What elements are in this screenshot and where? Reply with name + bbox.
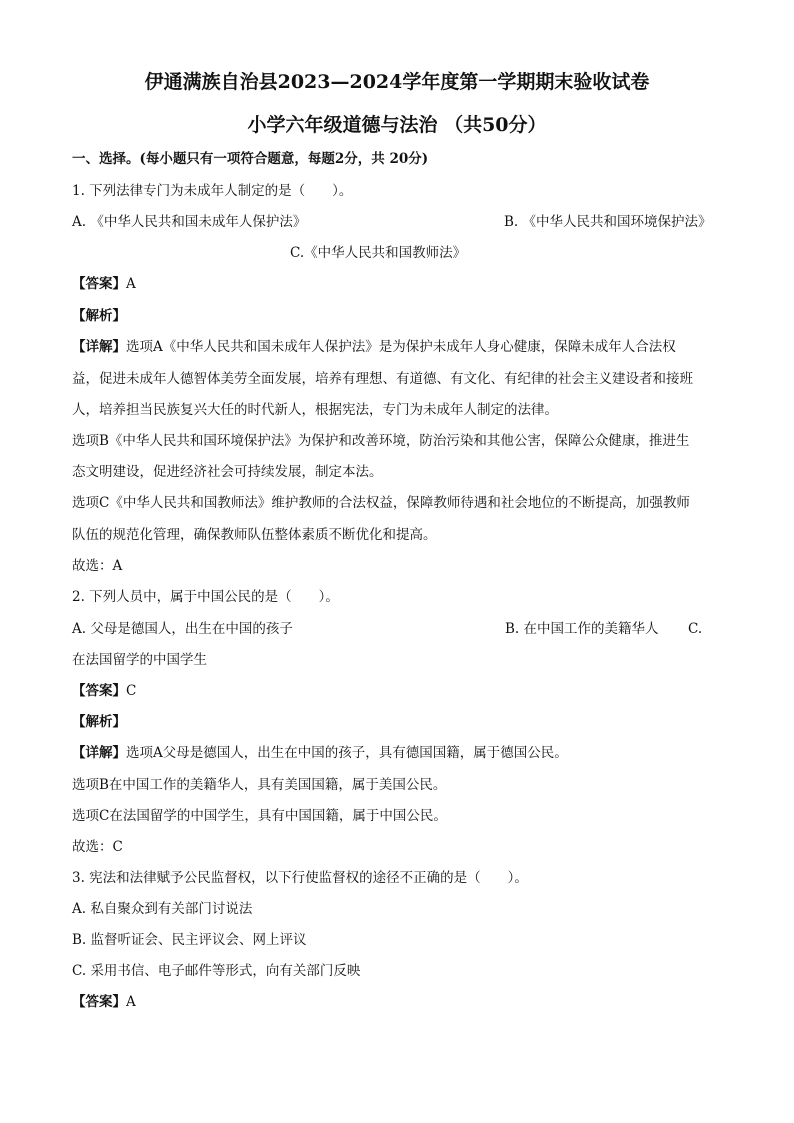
question-3-option-b: B. 监督听证会、民主评议会、网上评议 [72,932,307,948]
question-2-option-c-prefix: C. [688,621,703,637]
question-2-detail-line-1 [72,743,732,763]
question-2-analysis-tag: 【解析】 [72,714,126,730]
question-3-answer [72,992,732,1012]
question-1-answer [72,274,732,294]
question-1-analysis-tag: 【解析】 [72,308,126,324]
detail-tag: 【详解】 [72,745,126,761]
section-heading: 一、选择。(每小题只有一项符合题意，每题2分，共 20分) [72,151,429,167]
answer-value: C [126,683,137,699]
question-1-detail-line-1 [72,337,732,357]
question-2-detail-line-3: 选项C在法国留学的中国学生，具有中国国籍，属于中国公民。 [72,808,447,824]
question-2-option-b: B. 在中国工作的美籍华人 [505,621,659,637]
answer-value: A [126,994,136,1010]
question-1-detail-line-4: 选项B《中华人民共和国环境保护法》为保护和改善环境，防治污染和其他公害，保障公众健康，推进生 [72,433,690,449]
question-3-option-a: A. 私自聚众到有关部门讨说法 [72,901,253,917]
detail-tag: 【详解】 [72,339,126,355]
question-3-option-c: C. 采用书信、电子邮件等形式，向有关部门反映 [72,963,361,979]
question-3-stem: 3. 宪法和法律赋予公民监督权，以下行使监督权的途径不正确的是（ ）。 [72,870,528,886]
answer-value: A [126,276,136,292]
question-2-answer [72,681,732,701]
question-1-option-b: B. 《中华人民共和国环境保护法》 [504,214,712,230]
question-2-option-a: A. 父母是德国人，出生在中国的孩子 [72,621,293,637]
question-1-detail-line-2: 益，促进未成年人德智体美劳全面发展，培养有理想、有道德、有文化、有纪律的社会主义建设者和接班 [72,371,693,387]
exam-title: 伊通满族自治县2023—2024学年度第一学期期末验收试卷 [144,71,650,93]
question-2-detail-line-2: 选项B在中国工作的美籍华人，具有美国国籍，属于美国公民。 [72,777,447,793]
question-1-detail-line-5: 态文明建设，促进经济社会可持续发展，制定本法。 [72,464,383,480]
answer-tag: 【答案】 [72,683,126,699]
answer-tag: 【答案】 [72,994,126,1010]
question-2-stem: 2. 下列人员中，属于中国公民的是（ ）。 [72,589,339,605]
question-2-choice: 故选：C [72,839,123,855]
question-1-stem: 1. 下列法律专门为未成年人制定的是（ ）。 [72,183,353,199]
detail-text: 选项A父母是德国人，出生在中国的孩子，具有德国国籍，属于德国公民。 [126,745,568,761]
detail-text: 选项A《中华人民共和国未成年人保护法》是为保护未成年人身心健康，保障未成年人合法权 [126,339,676,355]
question-1-detail-line-3: 人，培养担当民族复兴大任的时代新人，根据宪法，专门为未成年人制定的法律。 [72,402,558,418]
question-1-choice: 故选：A [72,558,123,574]
question-2-option-c: 在法国留学的中国学生 [72,652,207,668]
question-1-detail-line-6: 选项C《中华人民共和国教师法》维护教师的合法权益，保障教师待遇和社会地位的不断提高，加强教师 [72,495,690,511]
answer-tag: 【答案】 [72,276,126,292]
question-1-option-a: A. 《中华人民共和国未成年人保护法》 [72,214,307,230]
question-1-detail-line-7: 队伍的规范化管理，确保教师队伍整体素质不断优化和提高。 [72,527,437,543]
question-1-option-c: C.《中华人民共和国教师法》 [290,245,467,261]
exam-subtitle: 小学六年级道德与法治 （共50分） [247,114,547,136]
